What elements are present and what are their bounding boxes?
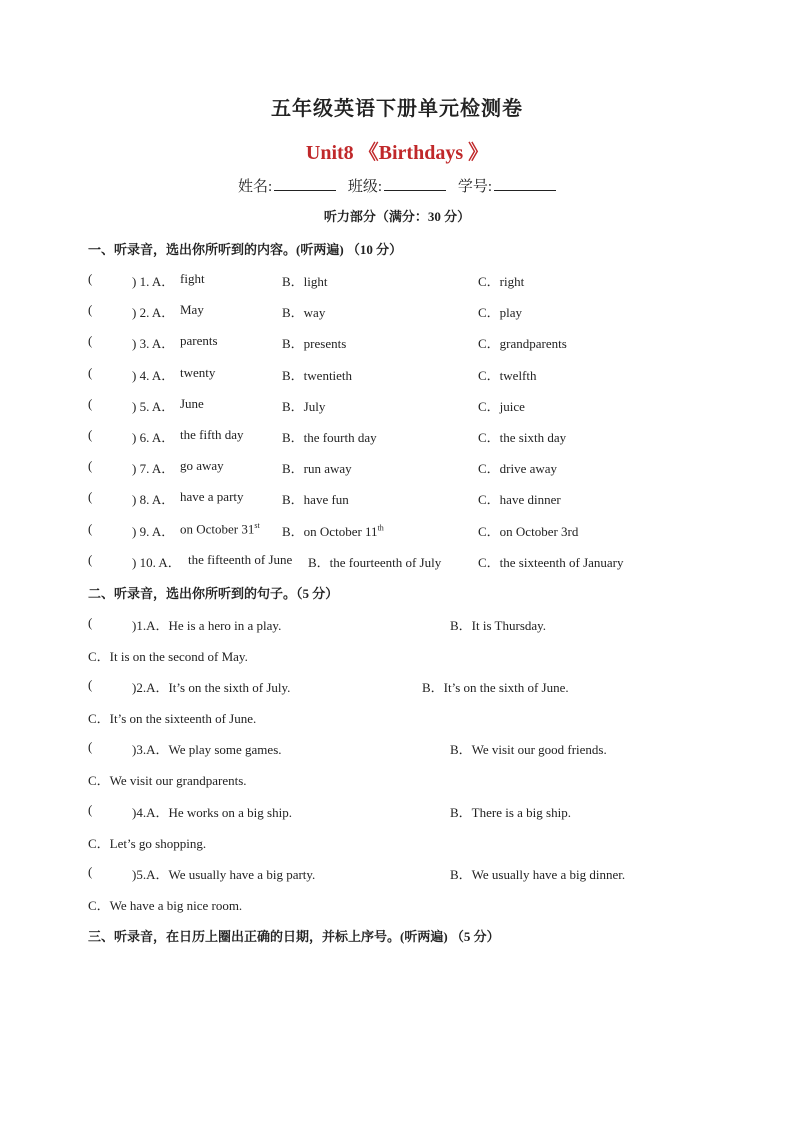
option-c: C．grandparents xyxy=(478,336,567,351)
option-c: C．have dinner xyxy=(478,492,561,507)
question-number: ) 1. A． xyxy=(132,274,175,289)
sentence-option-c-row xyxy=(88,770,688,790)
option-b: B．We usually have a big dinner. xyxy=(450,867,626,882)
answer-paren-open[interactable]: ( xyxy=(88,489,93,504)
id-blank[interactable] xyxy=(494,178,556,191)
question-number: ) 9. A． xyxy=(132,524,175,539)
option-c: C．the sixth day xyxy=(478,430,567,445)
option-b: B．There is a big ship. xyxy=(450,805,571,820)
sentence-question-row xyxy=(88,802,688,822)
question-number: ) 3. A． xyxy=(132,336,175,351)
option-c: C．drive away xyxy=(478,461,558,476)
option-c: C．twelfth xyxy=(478,368,537,383)
option-c: C．Let’s go shopping. xyxy=(88,836,207,851)
sentence-question-row xyxy=(88,864,688,884)
option-a: June xyxy=(180,396,204,411)
question-number: ) 6. A． xyxy=(132,430,175,445)
option-a: parents xyxy=(180,333,218,348)
answer-paren-open[interactable]: ( xyxy=(88,739,93,754)
class-label: 班级: xyxy=(347,179,383,195)
section3-heading: 三、听录音，在日历上圈出正确的日期，并标上序号。(听两遍) （5 分） xyxy=(88,929,500,944)
name-blank[interactable] xyxy=(274,178,336,191)
sentence-question-row xyxy=(88,739,688,759)
question-number: ) 5. A． xyxy=(132,399,175,414)
name-label: 姓名: xyxy=(237,179,273,195)
option-c: C．We visit our grandparents. xyxy=(88,773,247,788)
sentence-option-c-row xyxy=(88,833,688,853)
option-c: C．We have a big nice room. xyxy=(88,898,243,913)
option-c: C．play xyxy=(478,305,523,320)
name-field xyxy=(238,175,336,196)
id-label: 学号: xyxy=(457,179,492,195)
option-b: B．We visit our good friends. xyxy=(450,742,607,757)
answer-paren-open[interactable]: ( xyxy=(88,864,93,879)
student-info xyxy=(0,175,794,196)
option-c: C．It is on the second of May. xyxy=(88,649,248,664)
option-b: B．It is Thursday. xyxy=(450,618,547,633)
question-number: ) 10. A． xyxy=(132,555,181,570)
option-a: the fifth day xyxy=(180,427,244,442)
option-c: C．It’s on the sixteenth of June. xyxy=(88,711,257,726)
sentence-option-c-row xyxy=(88,708,688,728)
answer-paren-open[interactable]: ( xyxy=(88,458,93,473)
option-a: )5.A．We usually have a big party. xyxy=(132,867,316,882)
question-number: ) 8. A． xyxy=(132,492,175,507)
sentence-option-c-row xyxy=(88,646,688,666)
class-blank[interactable] xyxy=(384,178,446,191)
answer-paren-open[interactable]: ( xyxy=(88,677,93,692)
class-field xyxy=(348,175,446,196)
sentence-question-row xyxy=(88,677,688,697)
sentence-option-c-row xyxy=(88,895,688,915)
question-number: ) 2. A． xyxy=(132,305,175,320)
answer-paren-open[interactable]: ( xyxy=(88,365,93,380)
question-number: ) 7. A． xyxy=(132,461,175,476)
option-c: C．right xyxy=(478,274,525,289)
answer-paren-open[interactable]: ( xyxy=(88,552,93,567)
answer-paren-open[interactable]: ( xyxy=(88,302,93,317)
answer-paren-open[interactable]: ( xyxy=(88,427,93,442)
section1-heading: 一、听录音，选出你所听到的内容。(听两遍) （10 分） xyxy=(88,242,403,257)
question-number: ) 4. A． xyxy=(132,368,175,383)
section2-heading: 二、听录音，选出你所听到的句子。（5 分） xyxy=(88,586,339,601)
answer-paren-open[interactable]: ( xyxy=(88,333,93,348)
answer-paren-open[interactable]: ( xyxy=(88,521,93,536)
answer-paren-open[interactable]: ( xyxy=(88,396,93,411)
answer-paren-open[interactable]: ( xyxy=(88,802,93,817)
option-b: B．the fourth day xyxy=(282,430,377,445)
option-a: )3.A．We play some games. xyxy=(132,742,282,757)
option-a: )4.A．He works on a big ship. xyxy=(132,805,292,820)
option-b: B．on October 11th xyxy=(282,523,384,539)
option-a: )2.A．It’s on the sixth of July. xyxy=(132,680,291,695)
sentence-question-row xyxy=(88,615,688,635)
option-b: B．twentieth xyxy=(282,368,353,383)
option-c: C．on October 3rd xyxy=(478,524,579,539)
page-title: 五年级英语下册单元检测卷 xyxy=(271,98,523,120)
option-b: B．the fourteenth of July xyxy=(308,555,442,570)
option-a: May xyxy=(180,302,204,317)
option-b: B．July xyxy=(282,399,326,414)
option-a: have a party xyxy=(180,489,244,504)
option-c: C．juice xyxy=(478,399,525,414)
option-a: on October 31st xyxy=(180,521,260,537)
option-a: the fifteenth of June xyxy=(188,552,293,567)
option-c: C．the sixteenth of January xyxy=(478,555,624,570)
answer-paren-open[interactable]: ( xyxy=(88,615,93,630)
option-b: B．run away xyxy=(282,461,352,476)
option-b: B．way xyxy=(282,305,326,320)
option-b: B．It’s on the sixth of June. xyxy=(422,680,569,695)
option-b: B．light xyxy=(282,274,328,289)
answer-paren-open[interactable]: ( xyxy=(88,271,93,286)
option-a: twenty xyxy=(180,365,216,380)
option-a: )1.A．He is a hero in a play. xyxy=(132,618,282,633)
option-b: B．have fun xyxy=(282,492,349,507)
listening-part-heading: 听力部分（满分：30 分） xyxy=(323,209,471,224)
option-a: go away xyxy=(180,458,224,473)
option-b: B．presents xyxy=(282,336,347,351)
option-a: fight xyxy=(180,271,205,286)
unit-subtitle: Unit8 《Birthdays 》 xyxy=(305,142,489,164)
id-field xyxy=(458,175,556,196)
